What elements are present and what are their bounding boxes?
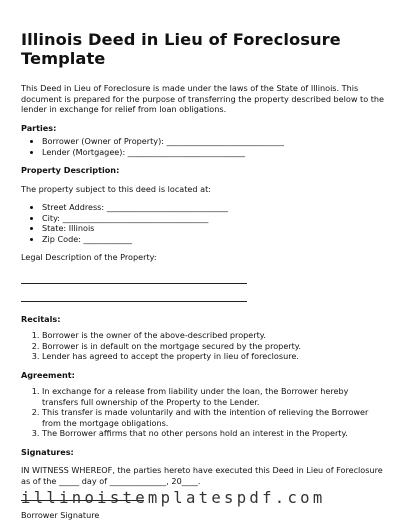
list-item: • Street Address: ______________________________ xyxy=(42,202,387,213)
watermark: illinoistemplatespdf.com xyxy=(21,489,326,507)
list-item: 2. Borrower is in default on the mortgage secured by the property. xyxy=(42,341,387,352)
list-item: • Lender (Mortgagee): _____________________________ xyxy=(42,147,387,158)
list-item: • City: ____________________________________ xyxy=(42,213,387,224)
property-list xyxy=(21,202,387,244)
list-item: 3. Lender has agreed to accept the property in lieu of foreclosure. xyxy=(42,351,387,362)
list-item: 3. The Borrower affirms that no other persons hold an interest in the Property. xyxy=(42,428,387,439)
list-item: 1. Borrower is the owner of the above-described property. xyxy=(42,330,387,341)
property-intro: The property subject to this deed is located at: xyxy=(21,183,211,194)
legal-description-label: Legal Description of the Property: xyxy=(21,252,157,262)
intro-paragraph: This Deed in Lieu of Foreclosure is made under the laws of the State of Illinois. This document is prepared for the purpose of transferring the property described below to the lender in exchange for relief from loan obligations. xyxy=(21,83,385,114)
list-item: • Zip Code: ____________ xyxy=(42,234,387,245)
document-page xyxy=(21,30,387,521)
borrower-signature-label: Borrower Signature xyxy=(21,510,100,520)
agreement-heading: Agreement: xyxy=(21,369,75,380)
list-item: • State: Illinois xyxy=(42,223,387,234)
recitals-heading: Recitals: xyxy=(21,313,61,324)
parties-heading: Parties: xyxy=(21,122,57,133)
agreement-list xyxy=(21,386,387,439)
signatures-heading: Signatures: xyxy=(21,446,74,457)
parties-list xyxy=(21,136,387,157)
property-heading: Property Description: xyxy=(21,165,120,175)
list-item: 1. In exchange for a release from liability under the loan, the Borrower hereby transfers full ownership of the Property to the Lender. xyxy=(42,386,387,407)
document-title: Illinois Deed in Lieu of Foreclosure Template xyxy=(21,30,341,68)
recitals-list xyxy=(21,330,387,362)
witness-paragraph: IN WITNESS WHEREOF, the parties hereto have executed this Deed in Lieu of Foreclosure as of the _____ day of ______________, 20____. xyxy=(21,465,383,486)
list-item: 2. This transfer is made voluntarily and with the intention of relieving the Borrower from the mortgage obligations. xyxy=(42,407,387,428)
legal-description-line xyxy=(21,291,247,302)
legal-description-line xyxy=(21,273,247,284)
list-item: • Borrower (Owner of Property): _____________________________ xyxy=(42,136,387,147)
